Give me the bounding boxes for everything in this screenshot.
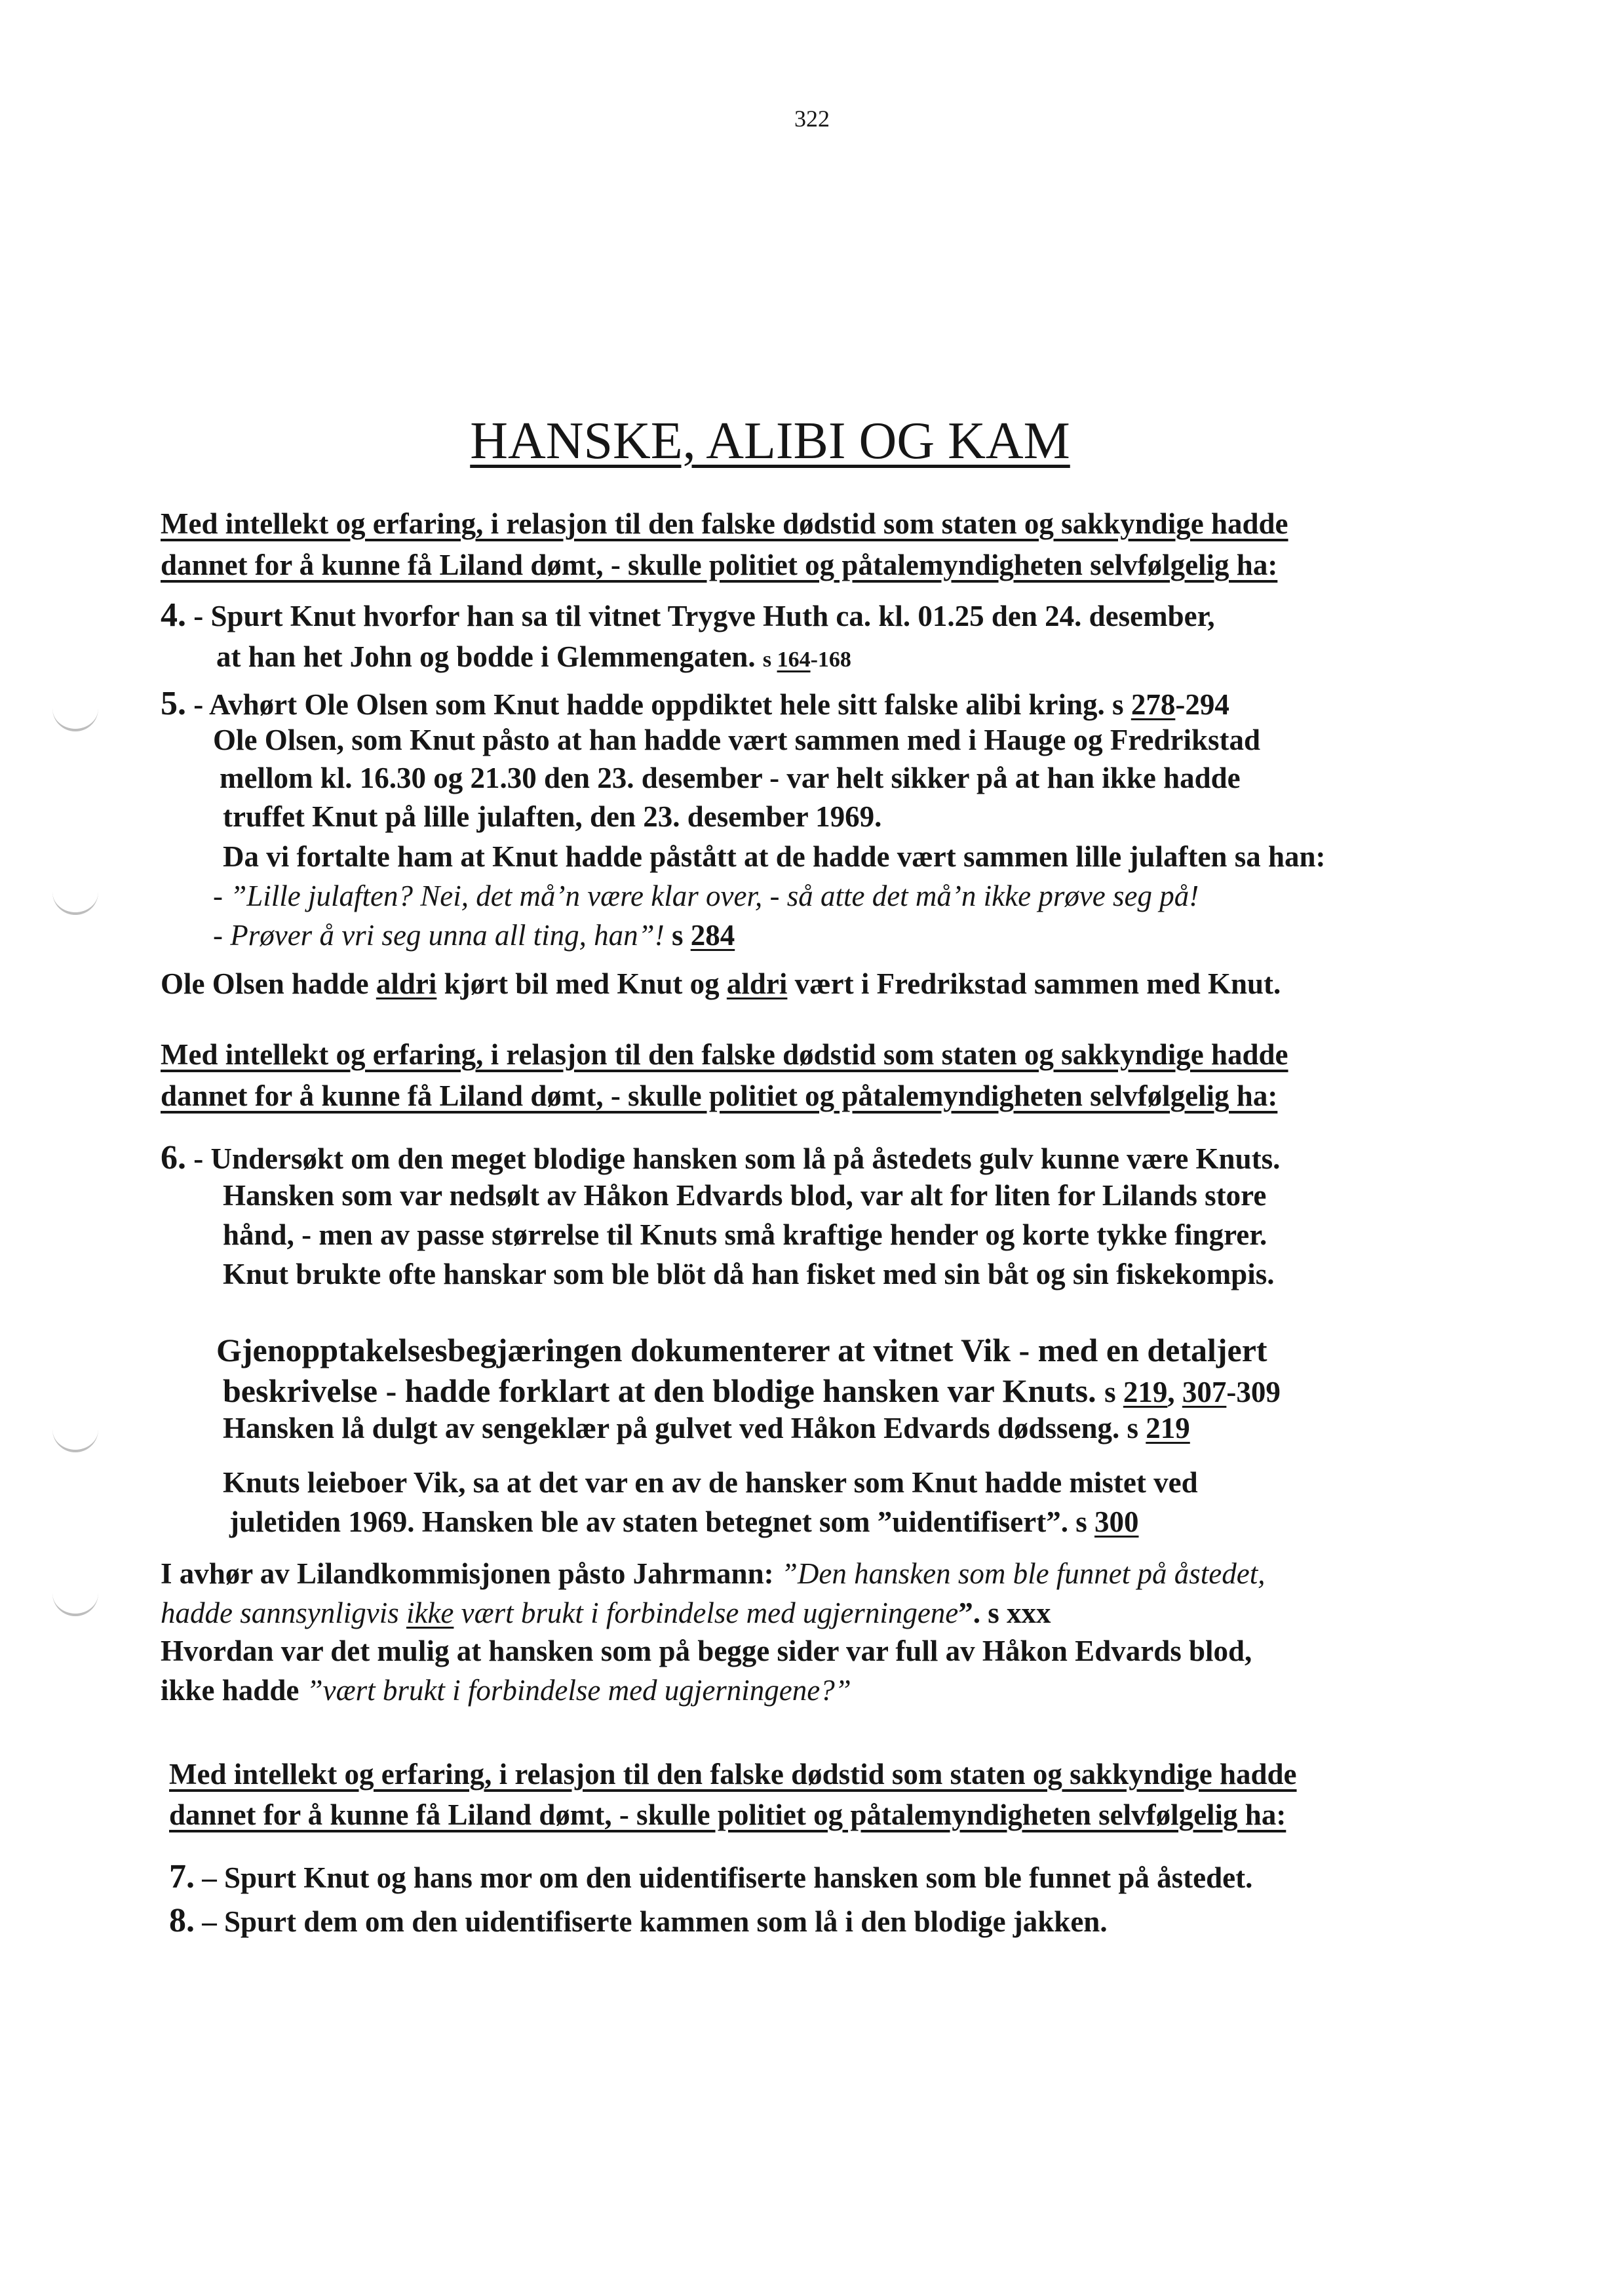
list-item-5-continuation: truffet Knut på lille julaften, den 23. desember 1969.: [223, 800, 882, 833]
item-number: 6.: [161, 1139, 186, 1176]
item-text: - Spurt Knut hvorfor han sa til vitnet Trygve Huth ca. kl. 01.25 den 24. desember,: [186, 600, 1215, 632]
quote-line: - Prøver å vri seg unna all ting, han”! s 284: [213, 919, 735, 952]
list-item-4: [161, 596, 1215, 634]
quote-line: - ”Lille julaften? Nei, det må’n være klar over, - så atte det må’n ikke prøve seg på!: [213, 880, 1199, 912]
paragraph-line: Hvordan var det mulig at hansken som på begge sider var full av Håkon Edvards blod,: [161, 1635, 1252, 1667]
paragraph-line: Knuts leieboer Vik, sa at det var en av de hansker som Knut hadde mistet ved: [223, 1466, 1198, 1499]
section-heading-line: dannet for å kunne få Liland dømt, - skulle politiet og påtalemyndigheten selvfølgelig ha:: [161, 549, 1278, 581]
page-number: 322: [794, 106, 830, 132]
page-reference: 164: [777, 648, 811, 672]
list-item-7: 7. – Spurt Knut og hans mor om den uidentifiserte hansken som ble funnet på åstedet.: [169, 1858, 1253, 1895]
paragraph-line: Hansken lå dulgt av sengeklær på gulvet ved Håkon Edvards dødsseng. s 219: [223, 1412, 1190, 1444]
list-item-6-continuation: hånd, - men av passe størrelse til Knuts små kraftige hender og korte tykke fingrer.: [223, 1218, 1267, 1251]
page-title: HANSKE, ALIBI OG KAM: [470, 412, 1070, 470]
section-heading-line: dannet for å kunne få Liland dømt, - skulle politiet og påtalemyndigheten selvfølgelig ha:: [161, 1079, 1278, 1112]
item-number: 4.: [161, 596, 186, 634]
punch-hole-mark: [52, 703, 98, 731]
page-reference: 284: [690, 919, 735, 952]
item-number: 5.: [161, 685, 186, 722]
paragraph-line: beskrivelse - hadde forklart at den blodige hansken var Knuts. s 219, 307-309: [223, 1372, 1281, 1409]
paragraph-line: hadde sannsynligvis ikke vært brukt i forbindelse med ugjerningene”. s xxx: [161, 1597, 1051, 1629]
paragraph-line: I avhør av Lilandkommisjonen påsto Jahrmann: ”Den hansken som ble funnet på åstedet,: [161, 1557, 1266, 1590]
list-item-8: 8. – Spurt dem om den uidentifiserte kammen som lå i den blodige jakken.: [169, 1902, 1108, 1939]
section-heading-line: Med intellekt og erfaring, i relasjon til den falske dødstid som staten og sakkyndige hadde: [169, 1758, 1297, 1791]
item-number: 7.: [169, 1858, 195, 1895]
page-reference: 307: [1182, 1376, 1227, 1408]
section-heading-line: dannet for å kunne få Liland dømt, - skulle politiet og påtalemyndigheten selvfølgelig ha:: [169, 1798, 1286, 1831]
paragraph-line: ikke hadde ”vært brukt i forbindelse med ugjerningene?”: [161, 1674, 851, 1707]
page-reference: 219: [1146, 1412, 1190, 1444]
paragraph-line: juletiden 1969. Hansken ble av staten betegnet som ”uidentifisert”. s 300: [229, 1505, 1139, 1538]
section-heading-line: Med intellekt og erfaring, i relasjon til den falske dødstid som staten og sakkyndige hadde: [161, 1038, 1288, 1071]
punch-hole-mark: [52, 886, 98, 915]
section-heading-line: Med intellekt og erfaring, i relasjon til den falske dødstid som staten og sakkyndige hadde: [161, 507, 1288, 540]
list-item-6: 6. - Undersøkt om den meget blodige hansken som lå på åstedets gulv kunne være Knuts.: [161, 1139, 1281, 1176]
list-item-5-continuation: Ole Olsen, som Knut påsto at han hadde vært sammen med i Hauge og Fredrikstad: [213, 724, 1261, 756]
page-reference: 219: [1123, 1376, 1168, 1408]
statement-line: Ole Olsen hadde aldri kjørt bil med Knut og aldri vært i Fredrikstad sammen med Knut.: [161, 967, 1281, 1000]
list-item-4-continuation: at han het John og bodde i Glemmengaten. s 164-168: [216, 640, 851, 673]
page-reference: 300: [1094, 1505, 1139, 1538]
list-item-5-continuation: mellom kl. 16.30 og 21.30 den 23. desember - var helt sikker på at han ikke hadde: [220, 762, 1241, 794]
list-item-6-continuation: Knut brukte ofte hanskar som ble blöt då han fisket med sin båt og sin fiskekompis.: [223, 1258, 1275, 1290]
list-item-5-continuation: Da vi fortalte ham at Knut hadde påstått at de hadde vært sammen lille julaften sa han:: [223, 840, 1326, 873]
list-item-5: 5. - Avhørt Ole Olsen som Knut hadde oppdiktet hele sitt falske alibi kring. s 278-294: [161, 685, 1229, 722]
item-number: 8.: [169, 1902, 195, 1939]
punch-hole-mark: [52, 1587, 98, 1616]
punch-hole-mark: [52, 1424, 98, 1452]
page-reference: 278: [1131, 688, 1176, 721]
paragraph-line: Gjenopptakelsesbegjæringen dokumenterer at vitnet Vik - med en detaljert: [216, 1332, 1267, 1368]
list-item-6-continuation: Hansken som var nedsølt av Håkon Edvards blod, var alt for liten for Lilands store: [223, 1179, 1267, 1212]
